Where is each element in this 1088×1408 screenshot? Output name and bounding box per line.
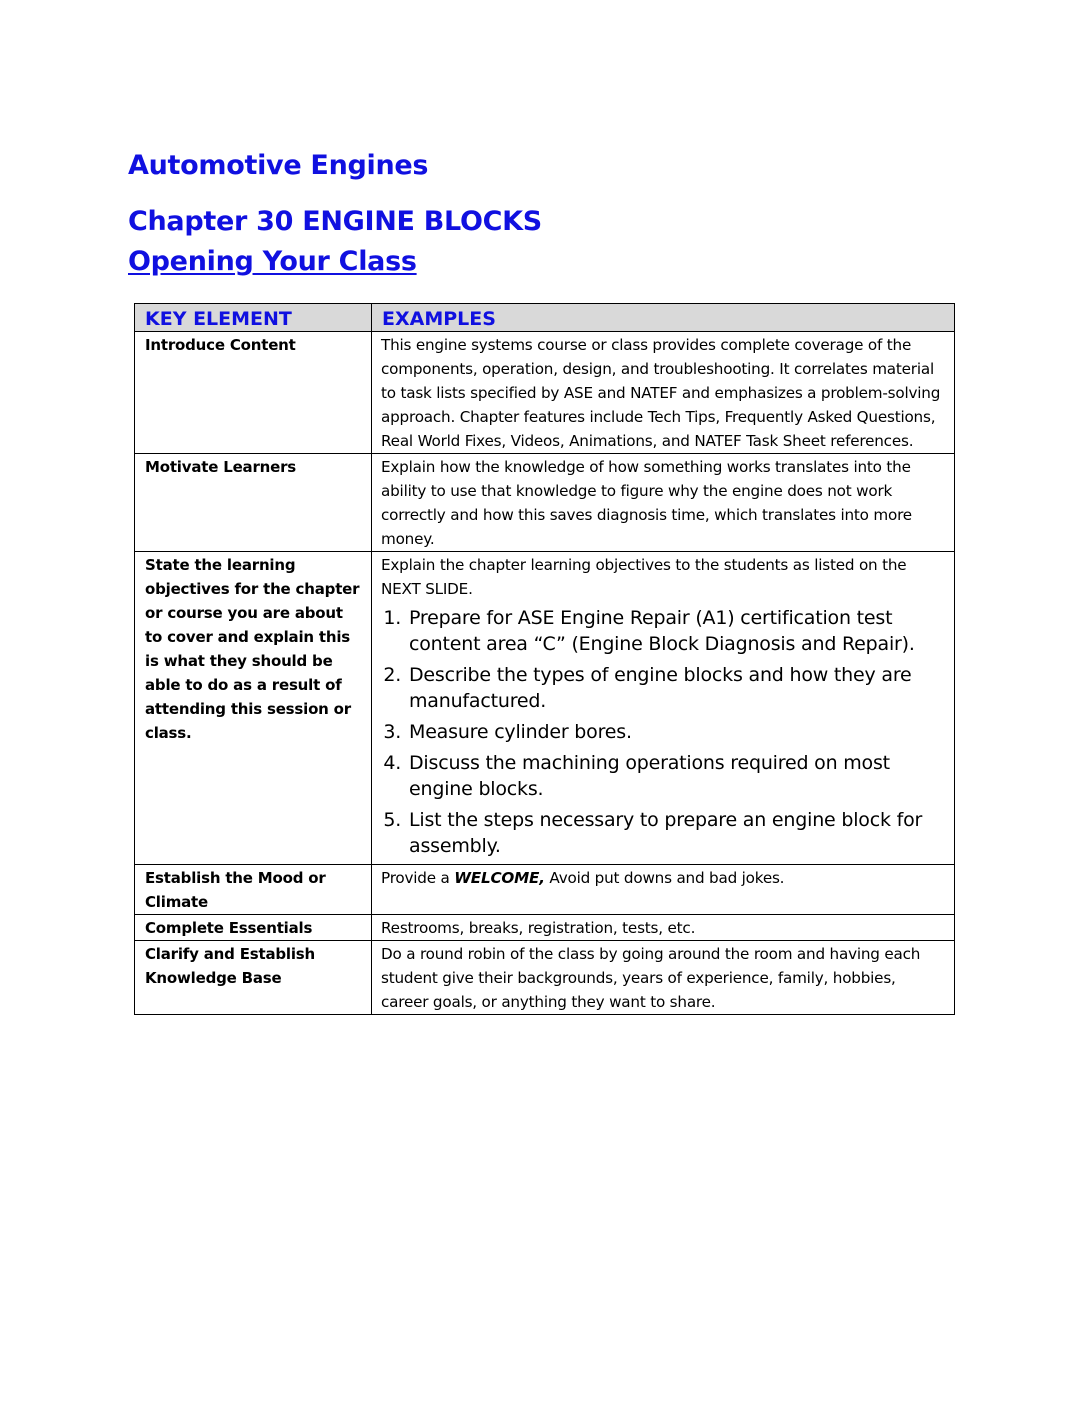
example-text-suffix: Avoid put downs and bad jokes. — [544, 869, 785, 887]
column-header-key-element: KEY ELEMENT — [135, 304, 372, 332]
example-intro-text: Explain the chapter learning objectives to the students as listed on the NEXT SLIDE. — [381, 556, 907, 598]
table-row — [135, 865, 955, 915]
table-row — [135, 915, 955, 941]
key-element-cell: Clarify and Establish Knowledge Base — [135, 941, 372, 1015]
objectives-list — [381, 605, 946, 859]
lesson-plan-table — [134, 303, 955, 1015]
table-row — [135, 454, 955, 552]
chapter-heading: Chapter 30 ENGINE BLOCKS — [128, 206, 542, 237]
example-cell — [372, 865, 955, 915]
key-element-cell: Establish the Mood or Climate — [135, 865, 372, 915]
example-cell: Restrooms, breaks, registration, tests, etc. — [372, 915, 955, 941]
example-cell: This engine systems course or class provides complete coverage of the components, operation, design, and troubleshooting. It correlates material to task lists specified by ASE and NATEF and emphasizes a problem-solving approach. Chapter features include Tech Tips, Frequently Asked Questions, Real World Fixes, Videos, Animations, and NATEF Task Sheet references. — [372, 332, 955, 454]
key-element-cell: State the learning objectives for the chapter or course you are about to cover and explain this is what they should be able to do as a result of attending this session or class. — [135, 552, 372, 865]
section-heading: Opening Your Class — [128, 246, 417, 277]
key-element-cell: Introduce Content — [135, 332, 372, 454]
key-element-cell: Motivate Learners — [135, 454, 372, 552]
example-cell: Explain how the knowledge of how something works translates into the ability to use that knowledge to figure why the engine does not work correctly and how this saves diagnosis time, which translates into more money. — [372, 454, 955, 552]
list-item: 5. List the steps necessary to prepare an engine block for assembly. — [407, 807, 946, 859]
column-header-examples: EXAMPLES — [372, 304, 955, 332]
list-item: 4. Discuss the machining operations required on most engine blocks. — [407, 750, 946, 802]
table-row — [135, 941, 955, 1015]
list-item: 1. Prepare for ASE Engine Repair (A1) certification test content area “C” (Engine Block Diagnosis and Repair). — [407, 605, 946, 657]
welcome-emphasis: WELCOME, — [454, 869, 545, 887]
example-cell: Do a round robin of the class by going around the room and having each student give their backgrounds, years of experience, family, hobbies, career goals, or anything they want to share. — [372, 941, 955, 1015]
example-cell — [372, 552, 955, 865]
table-header-row — [135, 304, 955, 332]
document-title: Automotive Engines — [128, 150, 429, 181]
key-element-cell: Complete Essentials — [135, 915, 372, 941]
table-row — [135, 332, 955, 454]
list-item: 2. Describe the types of engine blocks and how they are manufactured. — [407, 662, 946, 714]
list-item: 3. Measure cylinder bores. — [407, 719, 946, 745]
example-text-prefix: Provide a — [381, 869, 455, 887]
table-row — [135, 552, 955, 865]
